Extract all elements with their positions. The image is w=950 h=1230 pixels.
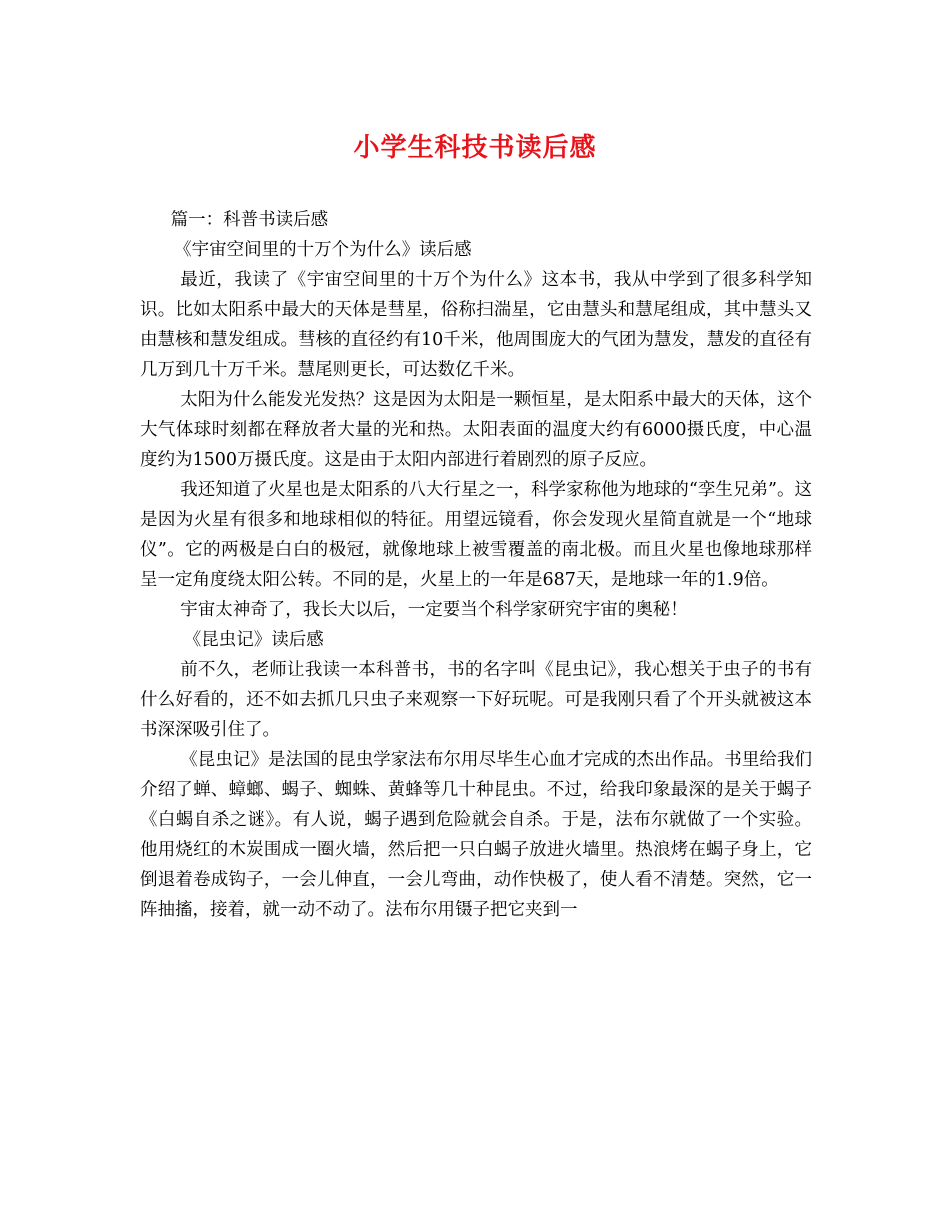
paragraph: 最近，我读了《宇宙空间里的十万个为什么》这本书，我从中学到了很多科学知识。比如太阳系中最大的天体是彗星，俗称扫湍星，它由慧头和慧尾组成，其中慧头又由慧核和慧发组成。彗核的直径约有10千米，他周围庞大的气团为慧发，慧发的直径有几万到几十万千米。慧尾则更长，可达数亿千米。 [140, 270, 812, 380]
paragraph: 《昆虫记》是法国的昆虫学家法布尔用尽毕生心血才完成的杰出作品。书里给我们介绍了蝉、蟑螂、蝎子、蜘蛛、黄蜂等几十种昆虫。不过，给我印象最深的是关于蝎子《白蝎自杀之谜》。有人说，蝎子遇到危险就会自杀。于是，法布尔就做了一个实验。他用烧红的木炭围成一圈火墙，然后把一只白蝎子放进火墙里。热浪烤在蝎子身上，它倒退着卷成钩子，一会儿伸直，一会儿弯曲，动作快极了，使人看不清楚。突然，它一阵抽搐，接着，就一动不动了。法布尔用镊子把它夹到一 [140, 750, 812, 920]
paragraph: 我还知道了火星也是太阳系的八大行星之一，科学家称他为地球的“孪生兄弟”。这是因为火星有很多和地球相似的特征。用望远镜看，你会发现火星简直就是一个“地球仪”。它的两极是白白的极冠，就像地球上被雪覆盖的南北极。而且火星也像地球那样呈一定角度绕太阳公转。不同的是，火星上的一年是687天，是地球一年的1.9倍。 [140, 480, 812, 590]
document-body [140, 205, 812, 925]
paragraph: 太阳为什么能发光发热？这是因为太阳是一颗恒星，是太阳系中最大的天体，这个大气体球时刻都在释放者大量的光和热。太阳表面的温度大约有6000摄氏度，中心温度约为1500万摄氏度。这是由于太阳内部进行着剧烈的原子反应。 [140, 390, 812, 470]
essay-heading-universe: 《宇宙空间里的十万个为什么》读后感 [174, 240, 472, 260]
section-heading: 篇一：科普书读后感 [170, 210, 329, 230]
paragraph: 前不久，老师让我读一本科普书，书的名字叫《昆虫记》，我心想关于虫子的书有什么好看的，还不如去抓几只虫子来观察一下好玩呢。可是我刚只看了个开头就被这本书深深吸引住了。 [140, 660, 812, 740]
document-title: 小学生科技书读后感 [353, 133, 597, 163]
paragraph: 宇宙太神奇了，我长大以后，一定要当个科学家研究宇宙的奥秘！ [180, 600, 688, 620]
essay-heading-insects: 《昆虫记》读后感 [183, 630, 324, 650]
